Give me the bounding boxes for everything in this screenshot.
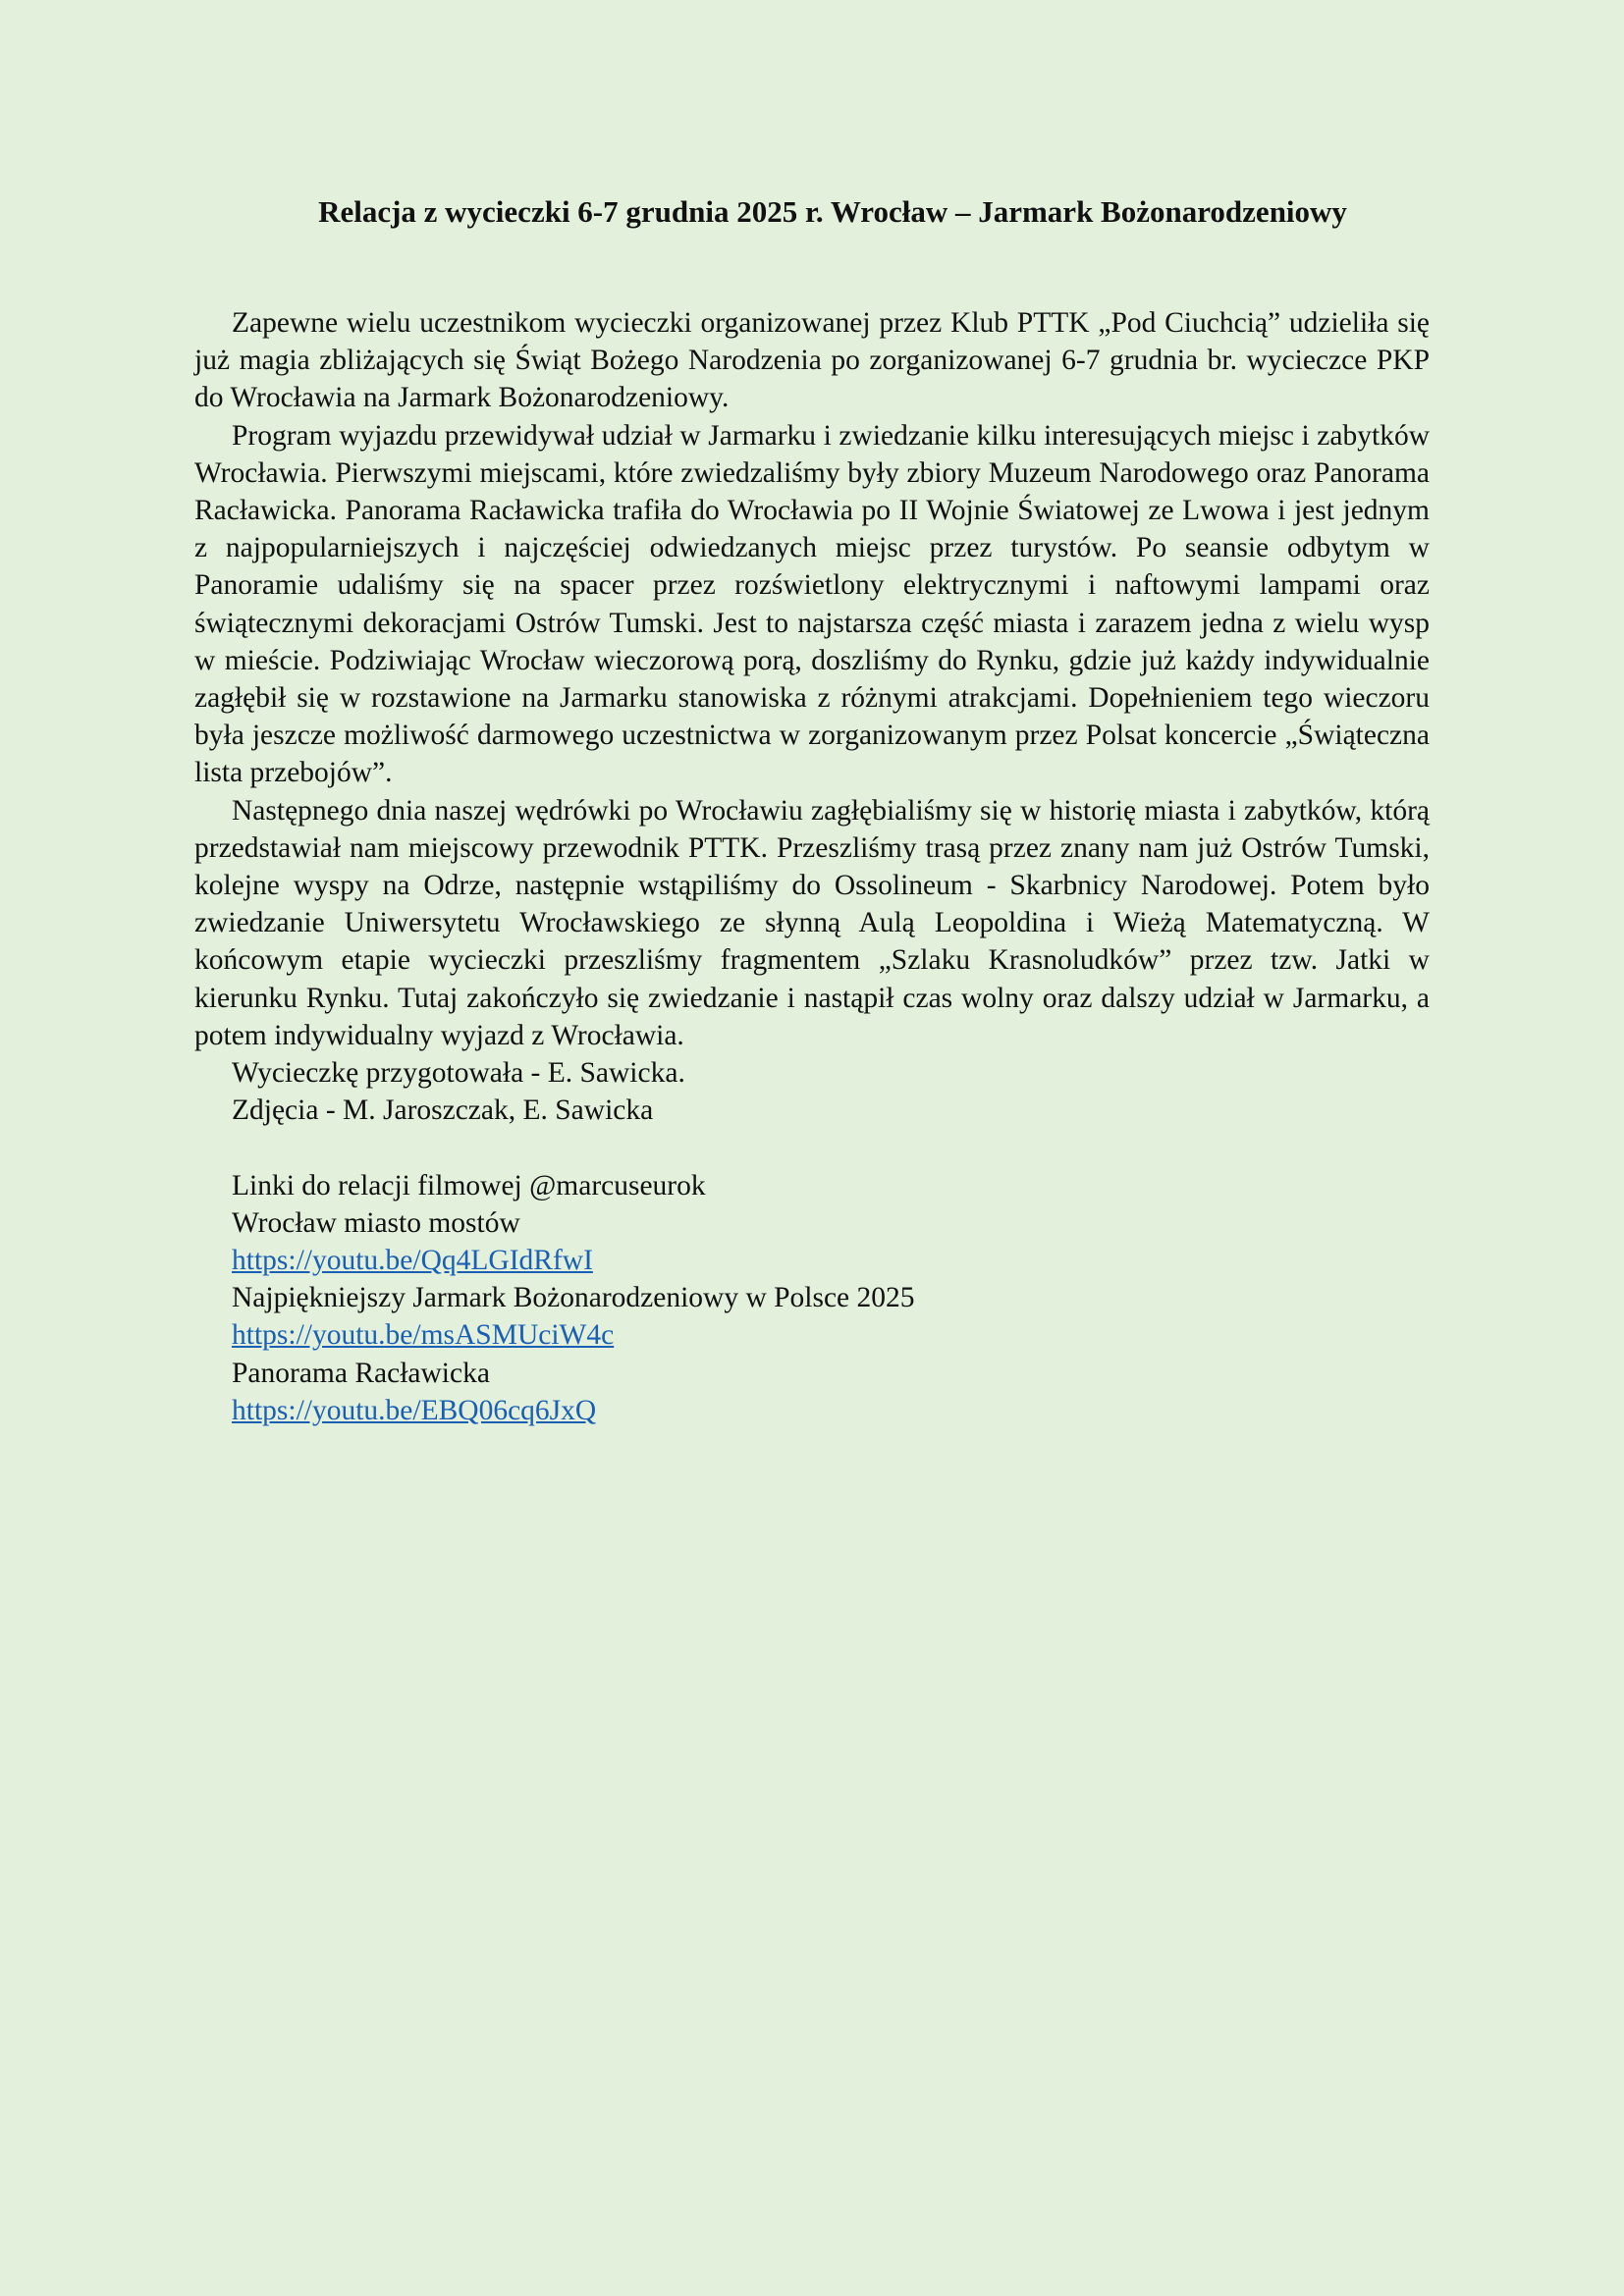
paragraph-day-two: Następnego dnia naszej wędrówki po Wrocławiu zagłębialiśmy się w historię miasta i zabytków, którą przedstawiał nam miejscowy przewodnik PTTK. Przeszliśmy trasą przez znany nam już Ostrów Tumski, kolejne wyspy na Odrze, następnie wstąpiliśmy do Ossolineum - Skarbnicy Narodowej. Potem było zwiedzanie Uniwersytetu Wrocławskiego ze słynną Aulą Leopoldina i Wieżą Matematyczną. W końcowym etapie wycieczki przeszliśmy fragmentem „Szlaku Krasnoludków” przez tzw. Jatki w kierunku Rynku. Tutaj zakończyło się zwiedzanie i nastąpił czas wolny oraz dalszy udział w Jarmarku, a potem indywidualny wyjazd z Wrocławia.: [194, 794, 1430, 1051]
paragraph-day-one: Program wyjazdu przewidywał udział w Jarmarku i zwiedzanie kilku interesujących miejsc i zabytków Wrocławia. Pierwszymi miejscami, które zwiedzaliśmy były zbiory Muzeum Narodowego oraz Panorama Racławicka. Panorama Racławicka trafiła do Wrocławia po II Wojnie Światowej ze Lwowa i jest jednym z najpopularniejszych i najczęściej odwiedzanych miejsc przez turystów. Po seansie odbytym w Panoramie udaliśmy się na spacer przez rozświetlony elektrycznymi i naftowymi lampami oraz świątecznymi dekoracjami Ostrów Tumski. Jest to najstarsza część miasta i zarazem jedna z wielu wysp w mieście. Podziwiając Wrocław wieczorową porą, doszliśmy do Rynku, gdzie już każdy indywidualnie zagłębił się w rozstawione na Jarmarku stanowiska z różnymi atrakcjami. Dopełnieniem tego wieczoru była jeszcze możliwość darmowego uczestnictwa w zorganizowanym przez Polsat koncercie „Świąteczna lista przebojów”.: [194, 419, 1430, 789]
link-label-panorama: Panorama Racławicka: [232, 1357, 490, 1389]
link-label-market: Najpiękniejszy Jarmark Bożonarodzeniowy w Polsce 2025: [232, 1282, 915, 1314]
page-title: Relacja z wycieczki 6-7 grudnia 2025 r. Wrocław – Jarmark Bożonarodzeniowy: [318, 194, 1347, 229]
link-item-bridges: [194, 1242, 1430, 1279]
link-item-market: [194, 1316, 1430, 1354]
links-heading: Linki do relacji filmowej @marcuseurok: [232, 1169, 706, 1201]
spacer: [194, 1129, 1430, 1166]
article-body: [194, 304, 1430, 1429]
video-link-bridges[interactable]: https://youtu.be/Qq4LGIdRfwI: [232, 1245, 593, 1277]
paragraph-intro: Zapewne wielu uczestnikom wycieczki organizowanej przez Klub PTTK „Pod Ciuchcią” udzieliła się już magia zbliżających się Świąt Bożego Narodzenia po zorganizowanej 6-7 grudnia br. wycieczce PKP do Wrocławia na Jarmark Bożonarodzeniowy.: [194, 307, 1430, 414]
link-item-panorama: [194, 1392, 1430, 1429]
video-link-market[interactable]: https://youtu.be/msASMUciW4c: [232, 1319, 615, 1352]
credit-photos: Zdjęcia - M. Jaroszczak, E. Sawicka: [232, 1095, 654, 1127]
link-label-bridges: Wrocław miasto mostów: [232, 1206, 520, 1239]
video-link-panorama[interactable]: https://youtu.be/EBQ06cq6JxQ: [232, 1394, 597, 1426]
credit-organizer: Wycieczkę przygotowała - E. Sawicka.: [232, 1057, 685, 1090]
